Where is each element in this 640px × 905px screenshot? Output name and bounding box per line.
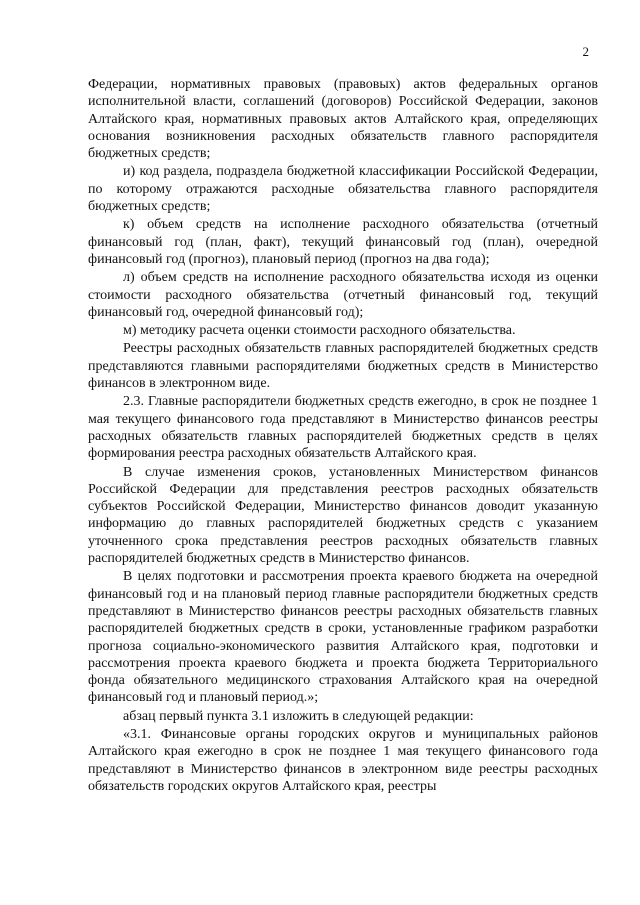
paragraph-registries-electronic: Реестры расходных обязательств главных распорядителей бюджетных средств представляются главными распорядителями бюджетных средств в Министерство финансов в электронном виде. xyxy=(88,341,598,392)
document-body xyxy=(88,76,598,795)
paragraph-amendment-intro: абзац первый пункта 3.1 изложить в следующей редакции: xyxy=(123,708,474,724)
paragraph-deadline-change: В случае изменения сроков, установленных Министерством финансов Российской Федерации для представления реестров расходных обязательств субъектов Российской Федерации, Министерство финансов доводит указанную информацию до главных распорядителей бюджетных средств с указанием уточненного срока представления реестров расходных обязательств главных распорядителей бюджетных средств в Министерство финансов. xyxy=(88,464,598,567)
paragraph-item-l: л) объем средств на исполнение расходного обязательства исходя из оценки стоимости расходного обязательства (отчетный финансовый год, текущий финансовый год, очередной финансовый год); xyxy=(88,270,598,320)
paragraph-continuation: Федерации, нормативных правовых (правовых) актов федеральных органов исполнительной власти, соглашений (договоров) Российской Федерации, законов Алтайского края, нормативных правовых актов Алтайского края, определяющих основания возникновения расходных обязательств главного распорядителя бюджетных средств; xyxy=(88,77,598,162)
page-number: 2 xyxy=(582,44,589,59)
paragraph-item-i: и) код раздела, подраздела бюджетной классификации Российской Федерации, по которому отражаются расходные обязательства главного распорядителя бюджетных средств; xyxy=(88,164,598,215)
paragraph-item-k: к) объем средств на исполнение расходного обязательства (отчетный финансовый год (план, факт), текущий финансовый год (план), очередной финансовый год (прогноз), плановый период (прогноз на два года); xyxy=(88,217,598,267)
paragraph-budget-preparation: В целях подготовки и рассмотрения проекта краевого бюджета на очередной финансовый год и на плановый период главные распорядители бюджетных средств представляют в Министерство финансов реестры расходных обязательств главных распорядителей бюджетных средств в сроки, установленные графиком разработки прогноза социально-экономического развития Алтайского края, подготовки и рассмотрения проекта краевого бюджета и проекта бюджета Территориального фонда обязательного медицинского страхования Алтайского края на очередной финансовый год и плановый период.»; xyxy=(88,569,598,706)
paragraph-section-3-1: «3.1. Финансовые органы городских округов и муниципальных районов Алтайского края ежегодно в срок не позднее 1 мая текущего финансового года представляют в Министерство финансов в электронном виде реестры расходных обязательств городских округов Алтайского края, реестры xyxy=(88,726,598,794)
paragraph-item-m: м) методику расчета оценки стоимости расходного обязательства. xyxy=(123,323,516,339)
paragraph-section-2-3: 2.3. Главные распорядители бюджетных средств ежегодно, в срок не позднее 1 мая текущего финансового года представляют в Министерство финансов реестры расходных обязательств главных распорядителей бюджетных средств в целях формирования реестра расходных обязательств Алтайского края. xyxy=(88,394,598,462)
